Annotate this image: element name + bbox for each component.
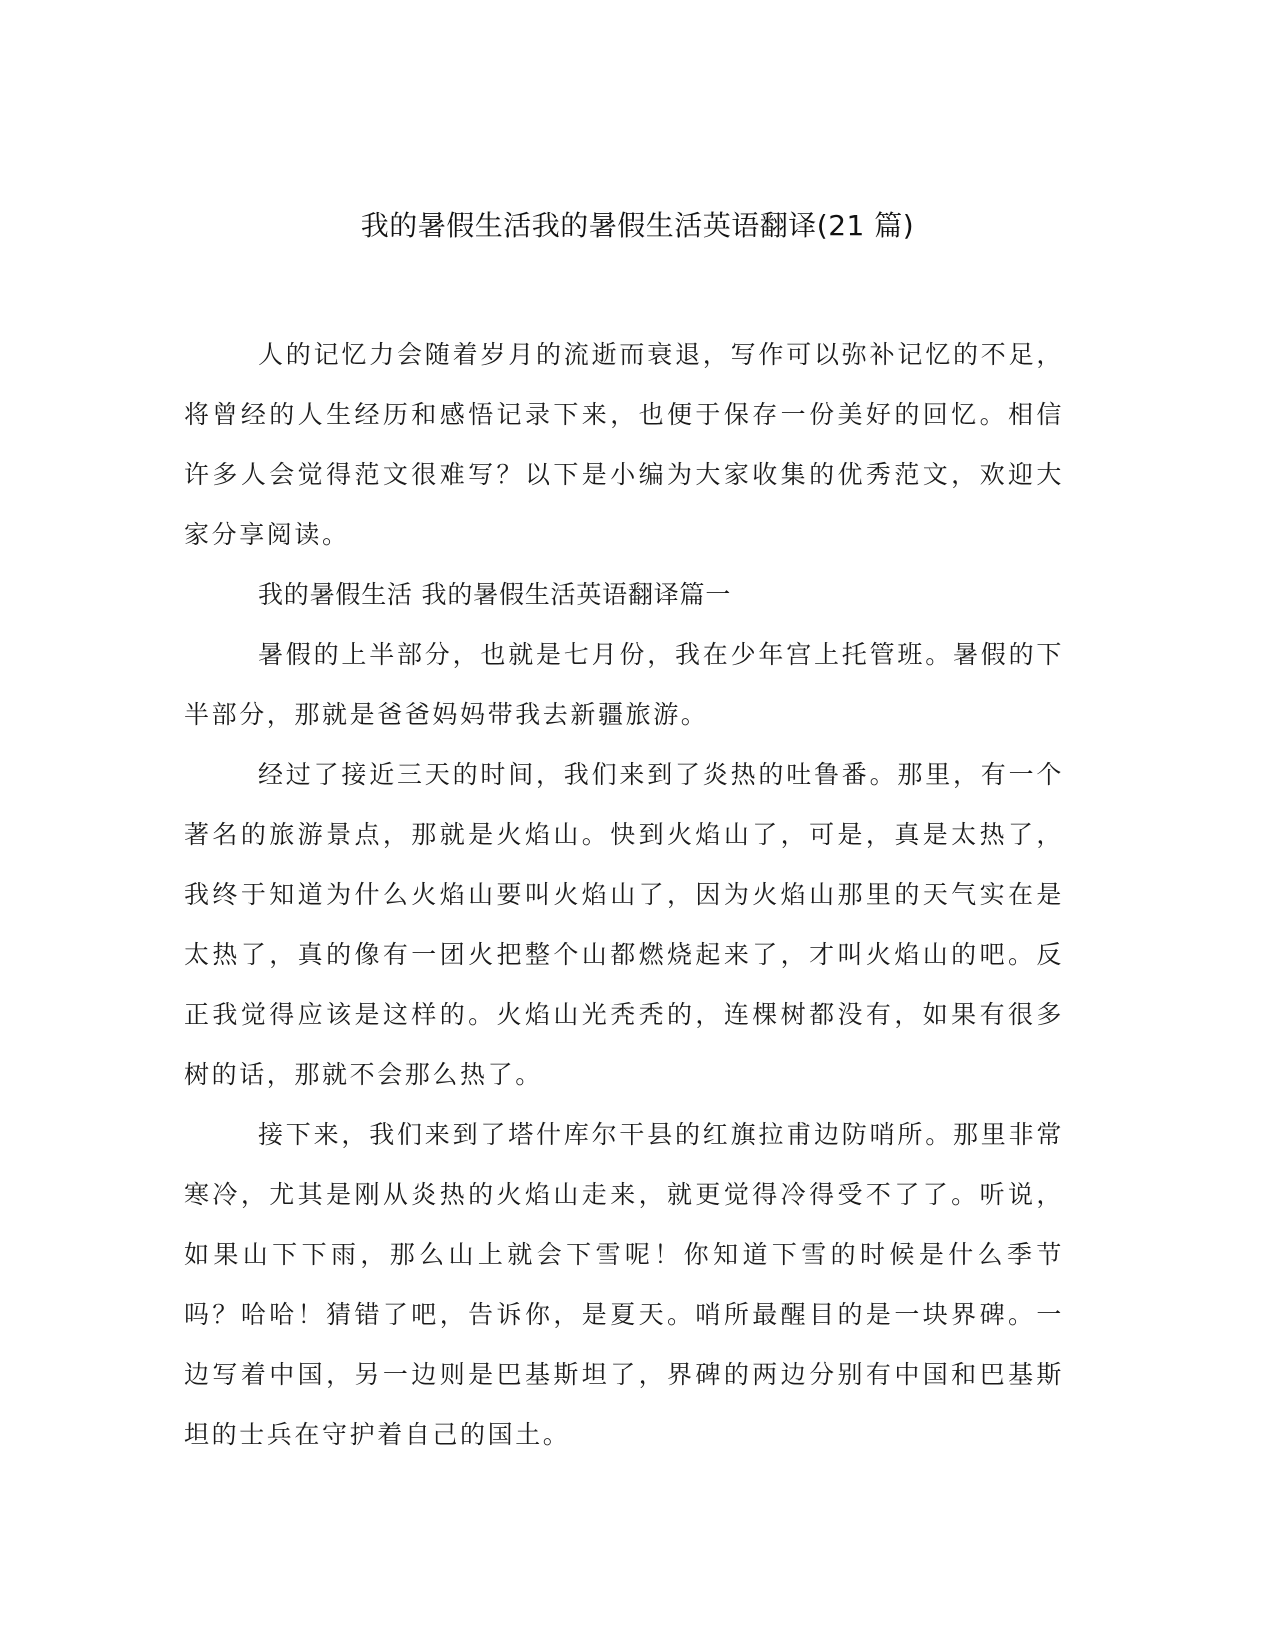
body-paragraph: 接下来，我们来到了塔什库尔干县的红旗拉甫边防哨所。那里非常寒冷，尤其是刚从炎热的火焰山走来，就更觉得冷得受不了了。听说，如果山下下雨，那么山上就会下雪呢！你知道下雪的时候是什么季节吗？哈哈！猜错了吧，告诉你，是夏天。哨所最醒目的是一块界碑。一边写着中国，另一边则是巴基斯坦了，界碑的两边分别有中国和巴基斯坦的士兵在守护着自己的国土。 bbox=[184, 1120, 1064, 1449]
section-heading: 我的暑假生活 我的暑假生活英语翻译篇一 bbox=[258, 580, 732, 609]
document-body bbox=[184, 325, 1064, 1465]
body-paragraph: 经过了接近三天的时间，我们来到了炎热的吐鲁番。那里，有一个著名的旅游景点，那就是火焰山。快到火焰山了，可是，真是太热了，我终于知道为什么火焰山要叫火焰山了，因为火焰山那里的天气实在是太热了，真的像有一团火把整个山都燃烧起来了，才叫火焰山的吧。反正我觉得应该是这样的。火焰山光秃秃的，连棵树都没有，如果有很多树的话，那就不会那么热了。 bbox=[184, 760, 1064, 1089]
intro-paragraph: 人的记忆力会随着岁月的流逝而衰退，写作可以弥补记忆的不足，将曾经的人生经历和感悟记录下来，也便于保存一份美好的回忆。相信许多人会觉得范文很难写？以下是小编为大家收集的优秀范文，欢迎大家分享阅读。 bbox=[184, 340, 1064, 549]
document-title: 我的暑假生活我的暑假生活英语翻译(21 篇) bbox=[360, 209, 915, 242]
body-paragraph: 暑假的上半部分，也就是七月份，我在少年宫上托管班。暑假的下半部分，那就是爸爸妈妈带我去新疆旅游。 bbox=[184, 640, 1064, 729]
